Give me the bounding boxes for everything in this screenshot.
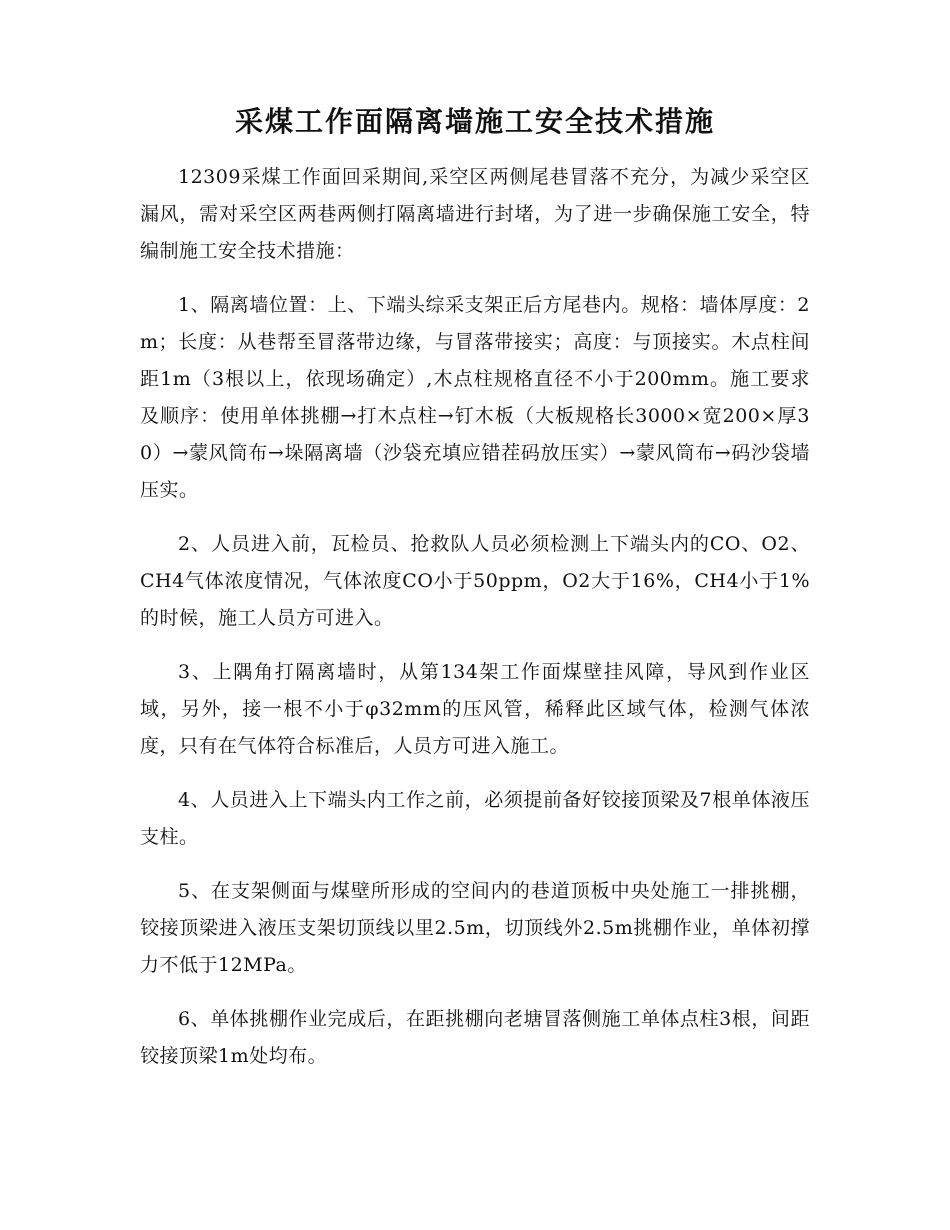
intro-paragraph: 12309采煤工作面回采期间,采空区两侧尾巷冒落不充分，为减少采空区漏风，需对采空区两巷两侧打隔离墙进行封堵，为了进一步确保施工安全，特编制施工安全技术措施： bbox=[140, 165, 810, 262]
paragraph-item-2: 2、人员进入前，瓦检员、抢救队人员必须检测上下端头内的CO、O2、CH4气体浓度情况，气体浓度CO小于50ppm，O2大于16%，CH4小于1%的时候，施工人员方可进入。 bbox=[140, 532, 810, 629]
paragraph-item-5: 5、在支架侧面与煤壁所形成的空间内的巷道顶板中央处施工一排挑棚，铰接顶梁进入液压支架切顶线以里2.5m，切顶线外2.5m挑棚作业，单体初撑力不低于12MPa。 bbox=[140, 879, 810, 976]
document-page bbox=[140, 100, 810, 1092]
paragraph-item-4: 4、人员进入上下端头内工作之前，必须提前备好铰接顶梁及7根单体液压支柱。 bbox=[140, 788, 810, 848]
paragraph-item-1: 1、隔离墙位置：上、下端头综采支架正后方尾巷内。规格：墙体厚度：2m；长度：从巷帮至冒落带边缘，与冒落带接实；高度：与顶接实。木点柱间距1m（3根以上，依现场确定）,木点柱规格直径不小于200mm。施工要求及顺序：使用单体挑棚→打木点柱→钉木板（大板规格长3000×宽200×厚30）→蒙风筒布→垛隔离墙（沙袋充填应错茬码放压实）→蒙风筒布→码沙袋墙压实。 bbox=[140, 293, 810, 501]
paragraph-item-6: 6、单体挑棚作业完成后，在距挑棚向老塘冒落侧施工单体点柱3根，间距铰接顶梁1m处均布。 bbox=[140, 1007, 810, 1067]
paragraph-item-3: 3、上隅角打隔离墙时，从第134架工作面煤壁挂风障，导风到作业区域，另外，接一根不小于φ32mm的压风管，稀释此区域气体，检测气体浓度，只有在气体符合标准后，人员方可进入施工。 bbox=[140, 660, 810, 757]
document-title: 采煤工作面隔离墙施工安全技术措施 bbox=[234, 105, 715, 138]
